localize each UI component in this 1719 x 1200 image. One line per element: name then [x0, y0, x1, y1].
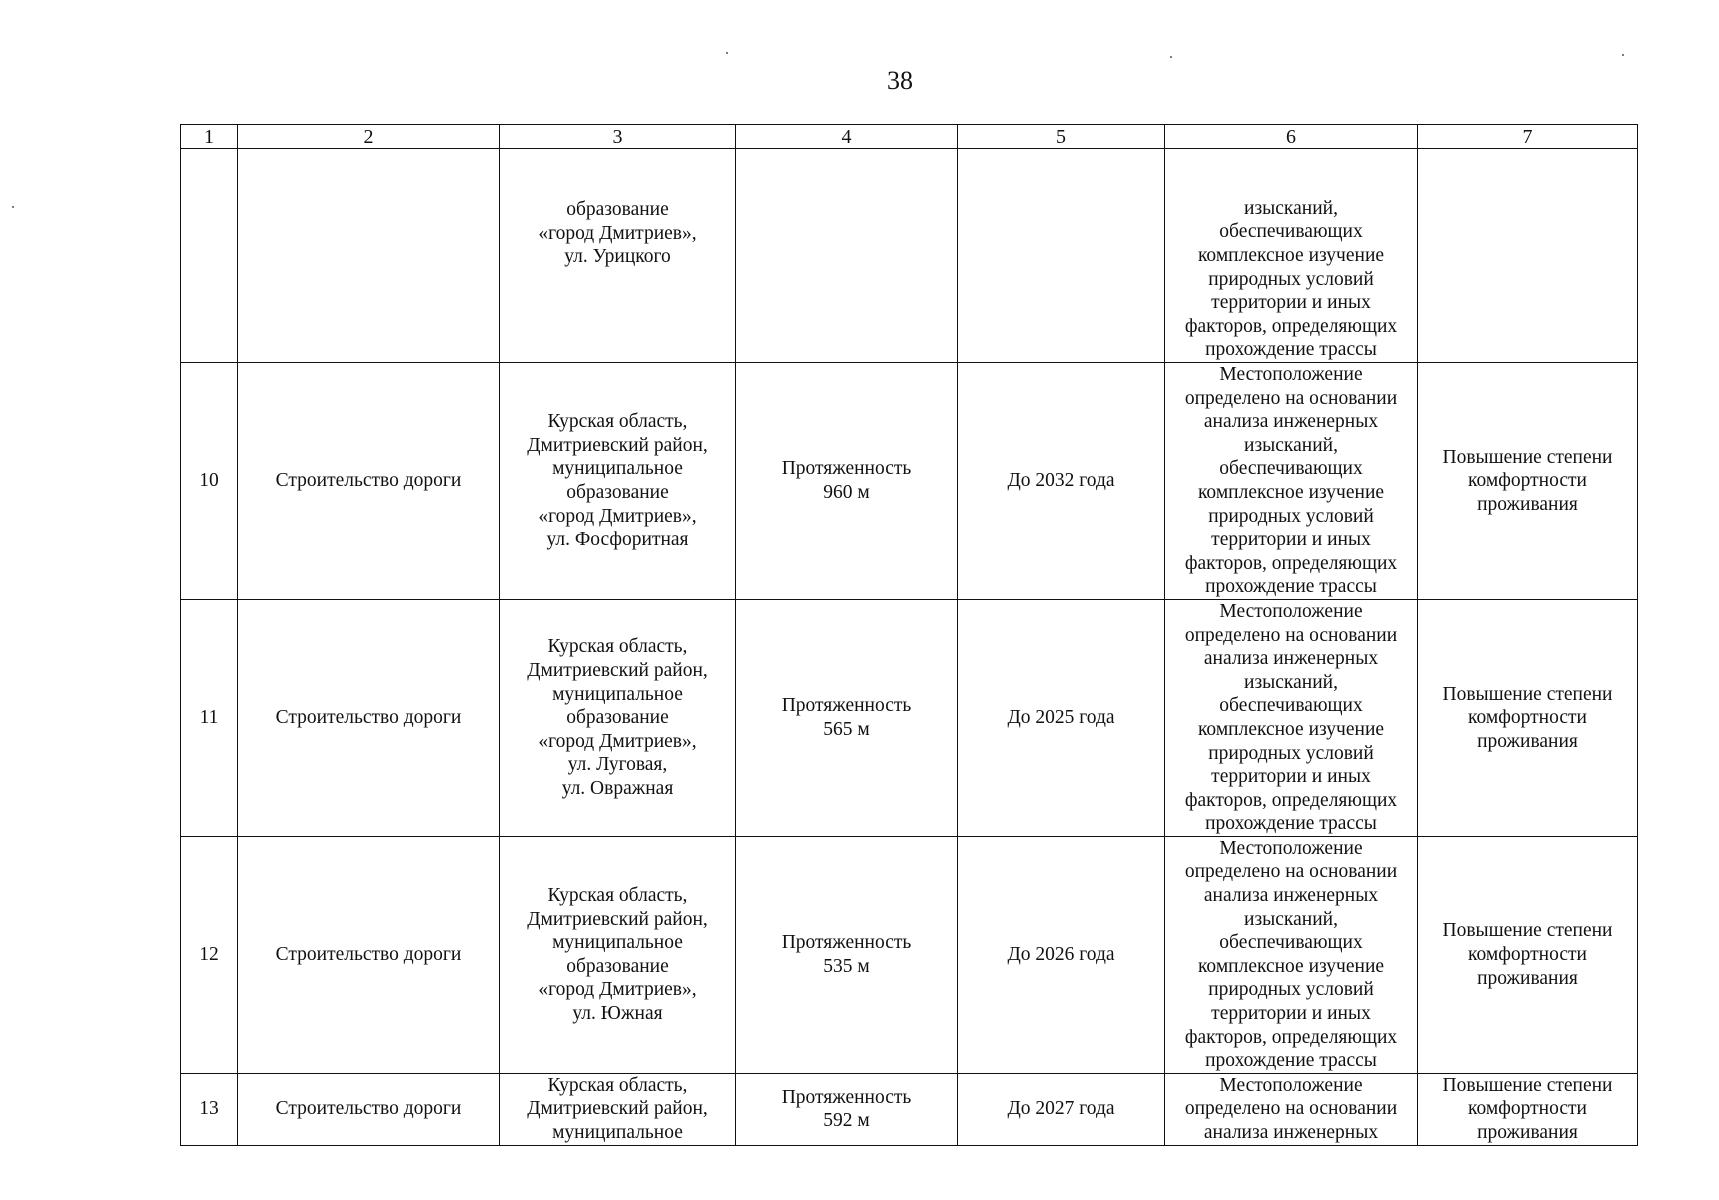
location-cell: Курская область, Дмитриевский район, муниципальное образование «город Дмитриев», ул. Луговая, ул. Овражная	[500, 599, 736, 836]
object-name-cell: Строительство дороги	[238, 836, 500, 1073]
basis-cell: Местоположение определено на основании анализа инженерных изысканий, обеспечивающих комплексное изучение природных условий территории и иных факторов, определяющих прохождение трассы	[1165, 599, 1418, 836]
location-cell: Курская область, Дмитриевский район, муниципальное образование «город Дмитриев», ул. Фосфоритная	[500, 363, 736, 600]
table-row-continued	[181, 149, 1638, 363]
object-name-cell: Строительство дороги	[238, 599, 500, 836]
column-header: 1	[181, 125, 238, 149]
column-header: 2	[238, 125, 500, 149]
term-cell: До 2026 года	[958, 836, 1165, 1073]
row-number-cell: 13	[181, 1073, 238, 1145]
term-cell: До 2025 года	[958, 599, 1165, 836]
table-row	[181, 363, 1638, 600]
term-cell	[958, 149, 1165, 363]
table-row-truncated	[181, 1073, 1638, 1145]
extent-cell: Протяженность 960 м	[736, 363, 958, 600]
row-number-cell: 10	[181, 363, 238, 600]
goal-cell	[1418, 149, 1638, 363]
row-number-cell: 12	[181, 836, 238, 1073]
page-number: 38	[887, 66, 913, 95]
object-name-cell	[238, 149, 500, 363]
table-row	[181, 836, 1638, 1073]
column-header: 7	[1418, 125, 1638, 149]
scan-speck	[1622, 54, 1624, 56]
object-name-cell: Строительство дороги	[238, 363, 500, 600]
extent-cell: Протяженность 535 м	[736, 836, 958, 1073]
location-cell: образование «город Дмитриев», ул. Урицкого	[500, 149, 736, 363]
extent-cell	[736, 149, 958, 363]
row-number-cell: 11	[181, 599, 238, 836]
scan-speck	[12, 206, 14, 208]
scan-speck	[726, 52, 728, 54]
goal-cell: Повышение степени комфортности проживания	[1418, 1073, 1638, 1145]
road-construction-table	[180, 124, 1638, 1146]
location-cell: Курская область, Дмитриевский район, муниципальное	[500, 1073, 736, 1145]
column-header: 6	[1165, 125, 1418, 149]
row-number-cell	[181, 149, 238, 363]
basis-cell: Местоположение определено на основании анализа инженерных изысканий, обеспечивающих комплексное изучение природных условий территории и иных факторов, определяющих прохождение трассы	[1165, 363, 1418, 600]
column-header: 3	[500, 125, 736, 149]
extent-cell: Протяженность 565 м	[736, 599, 958, 836]
column-header: 5	[958, 125, 1165, 149]
basis-cell: Местоположение определено на основании анализа инженерных изысканий, обеспечивающих комплексное изучение природных условий территории и иных факторов, определяющих прохождение трассы	[1165, 836, 1418, 1073]
object-name-cell: Строительство дороги	[238, 1073, 500, 1145]
scan-speck	[1170, 56, 1172, 58]
term-cell: До 2032 года	[958, 363, 1165, 600]
extent-cell: Протяженность 592 м	[736, 1073, 958, 1145]
term-cell: До 2027 года	[958, 1073, 1165, 1145]
column-number-header-row	[181, 125, 1638, 149]
goal-cell: Повышение степени комфортности проживания	[1418, 599, 1638, 836]
table-row	[181, 599, 1638, 836]
column-header: 4	[736, 125, 958, 149]
goal-cell: Повышение степени комфортности проживания	[1418, 836, 1638, 1073]
basis-cell: Местоположение определено на основании анализа инженерных	[1165, 1073, 1418, 1145]
location-cell: Курская область, Дмитриевский район, муниципальное образование «город Дмитриев», ул. Южная	[500, 836, 736, 1073]
basis-cell: изысканий, обеспечивающих комплексное изучение природных условий территории и иных факторов, определяющих прохождение трассы	[1165, 149, 1418, 363]
goal-cell: Повышение степени комфортности проживания	[1418, 363, 1638, 600]
